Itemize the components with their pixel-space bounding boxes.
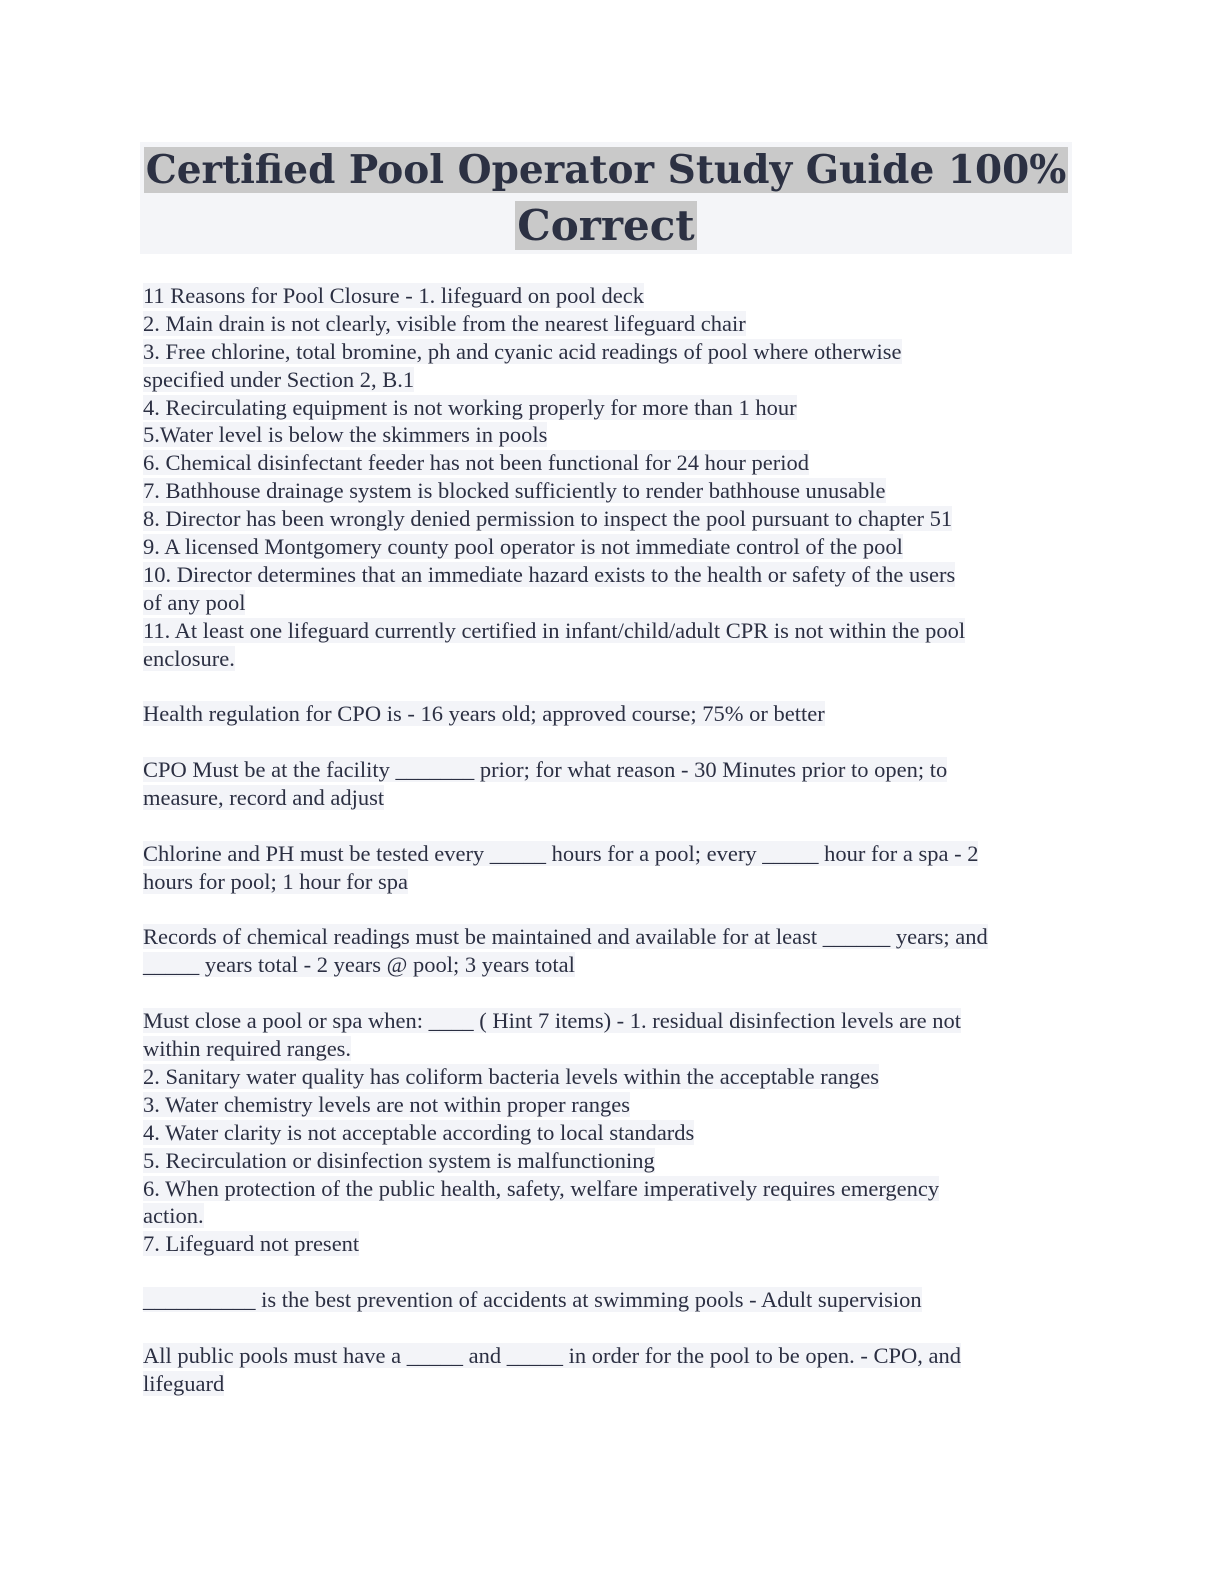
text-line: _____ years total - 2 years @ pool; 3 years total [143, 952, 575, 978]
text-line: __________ is the best prevention of accidents at swimming pools - Adult supervision [143, 1287, 922, 1313]
text-line: 11. At least one lifeguard currently certified in infant/child/adult CPR is not within the pool [143, 617, 966, 643]
text-line: 6. When protection of the public health, safety, welfare imperatively requires emergency [143, 1175, 940, 1201]
paragraph-gap [143, 1314, 1083, 1342]
title-line-2: Correct [517, 201, 695, 250]
paragraph-must-close [143, 1007, 1083, 1258]
title-line-1: Certified Pool Operator Study Guide 100% [145, 147, 1067, 193]
text-line: 5.Water level is below the skimmers in pools [143, 422, 548, 448]
text-line: specified under Section 2, B.1 [143, 366, 415, 392]
text-line: 2. Main drain is not clearly, visible from the nearest lifeguard chair [143, 310, 746, 336]
paragraph-testing-frequency [143, 840, 1083, 896]
paragraph-gap [143, 1258, 1083, 1286]
text-line: Health regulation for CPO is - 16 years old; approved course; 75% or better [143, 701, 825, 727]
text-line: All public pools must have a _____ and _____ in order for the pool to be open. - CPO, and [143, 1342, 961, 1368]
document-body [143, 282, 1083, 1398]
text-line: 8. Director has been wrongly denied permission to inspect the pool pursuant to chapter 51 [143, 506, 953, 532]
text-line: 6. Chemical disinfectant feeder has not been functional for 24 hour period [143, 450, 810, 476]
text-line: Records of chemical readings must be maintained and available for at least ______ years; and [143, 924, 988, 950]
text-line: 11 Reasons for Pool Closure - 1. lifeguard on pool deck [143, 283, 644, 308]
text-line: 4. Water clarity is not acceptable according to local standards [143, 1119, 695, 1145]
paragraph-gap [143, 979, 1083, 1007]
text-line: 2. Sanitary water quality has coliform bacteria levels within the acceptable ranges [143, 1063, 879, 1089]
paragraph-public-pool-requirements [143, 1342, 1083, 1398]
text-line: action. [143, 1203, 204, 1229]
text-line: 3. Free chlorine, total bromine, ph and cyanic acid readings of pool where otherwise [143, 338, 902, 364]
text-line: within required ranges. [143, 1036, 352, 1062]
text-line: 5. Recirculation or disinfection system is malfunctioning [143, 1147, 655, 1173]
text-line: hours for pool; 1 hour for spa [143, 868, 408, 894]
text-line: enclosure. [143, 645, 235, 671]
paragraph-gap [143, 728, 1083, 756]
text-line: 7. Lifeguard not present [143, 1231, 360, 1257]
paragraph-records-retention [143, 923, 1083, 979]
text-line: Chlorine and PH must be tested every _____ hours for a pool; every _____ hour for a spa - 2 [143, 840, 979, 866]
paragraph-gap [143, 896, 1083, 924]
paragraph-cpo-arrival [143, 756, 1083, 812]
text-line: lifeguard [143, 1370, 225, 1396]
document-title [140, 142, 1072, 254]
text-line: measure, record and adjust [143, 785, 385, 811]
paragraph-health-regulation [143, 700, 1083, 728]
text-line: CPO Must be at the facility _______ prior; for what reason - 30 Minutes prior to open; to [143, 757, 948, 783]
text-line: 10. Director determines that an immediate hazard exists to the health or safety of the users [143, 561, 956, 587]
paragraph-pool-closure-reasons [143, 282, 1083, 672]
text-line: of any pool [143, 589, 246, 615]
text-line: 4. Recirculating equipment is not working properly for more than 1 hour [143, 394, 797, 420]
paragraph-gap [143, 672, 1083, 700]
paragraph-accident-prevention [143, 1286, 1083, 1314]
text-line: 7. Bathhouse drainage system is blocked sufficiently to render bathhouse unusable [143, 478, 886, 504]
text-line: 3. Water chemistry levels are not within proper ranges [143, 1091, 630, 1117]
text-line: 9. A licensed Montgomery county pool operator is not immediate control of the pool [143, 534, 903, 560]
paragraph-gap [143, 812, 1083, 840]
text-line: Must close a pool or spa when: ____ ( Hint 7 items) - 1. residual disinfection levels are not [143, 1008, 961, 1034]
